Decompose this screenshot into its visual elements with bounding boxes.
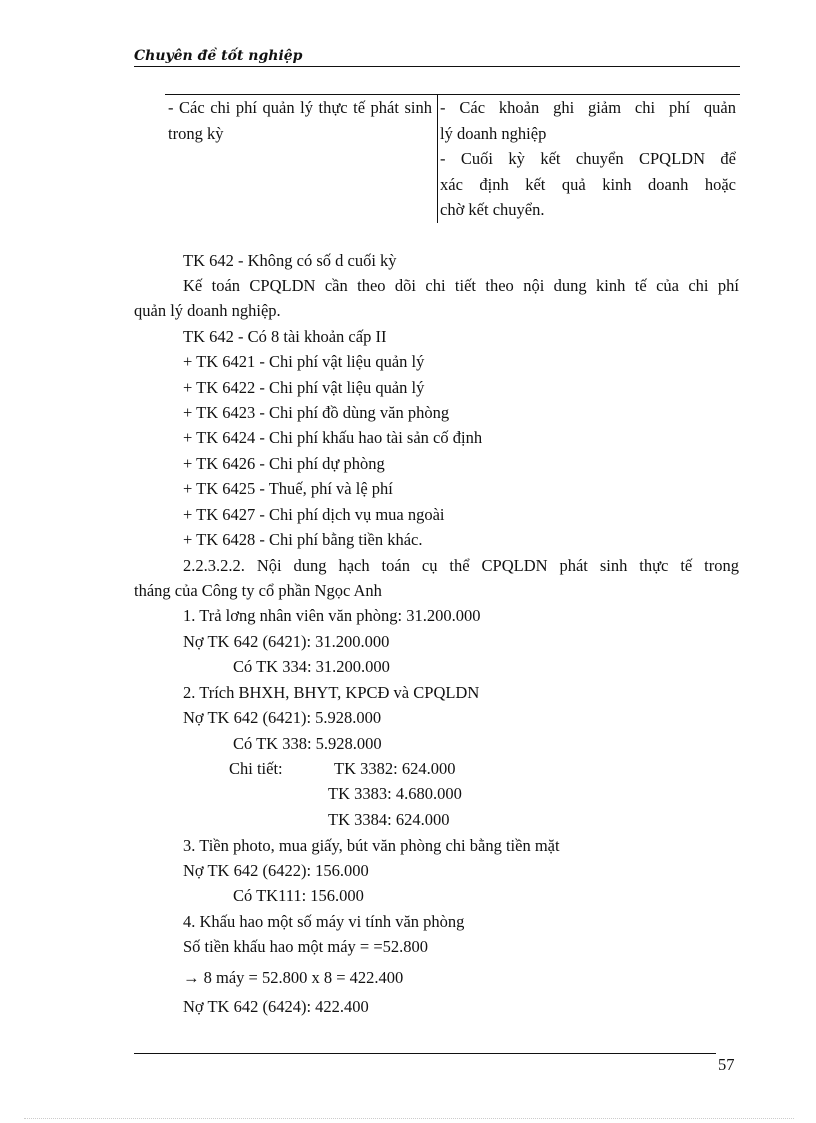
page-bottom-edge [24,1118,794,1119]
entry-line: TK 3382: 624.000 [334,759,456,778]
footer-rule [134,1053,716,1054]
section-heading: 2.2.3.2.2. Nội dung hạch toán cụ thể CPQLDN phát sinh thực tế trong [183,556,739,575]
table-right-cell [440,95,736,223]
table-right-line: - Cuối kỳ kết chuyển CPQLDN để [440,149,736,168]
entry-line: TK 3383: 4.680.000 [328,784,462,803]
entry-line: Nợ TK 642 (6424): 422.400 [183,997,369,1016]
paragraph-line: quản lý doanh nghiệp. [134,301,281,320]
paragraph-line: TK 642 - Có 8 tài khoản cấp II [183,327,387,346]
paragraph-line: Kế toán CPQLDN cần theo dõi chi tiết theo nội dung kinh tế của chi phí [183,276,739,295]
paragraph-line: TK 642 - Không có số d cuối kỳ [183,251,397,270]
paragraph-line: tháng của Công ty cổ phần Ngọc Anh [134,581,382,600]
table-right-line: lý doanh nghiệp [440,123,547,143]
entry-line: 1. Trả lơng nhân viên văn phòng: 31.200.000 [183,606,481,625]
table-column-divider [437,95,438,223]
entry-line: 3. Tiền photo, mua giấy, bút văn phòng chi bằng tiền mặt [183,836,560,855]
header-rule [134,66,740,67]
account-list-item: + TK 6428 - Chi phí bằng tiền khác. [183,530,423,549]
page-number: 57 [718,1055,735,1074]
entry-line: Nợ TK 642 (6421): 5.928.000 [183,708,382,727]
document-header-title: Chuyên đề tốt nghiệp [134,48,303,64]
account-list-item: + TK 6427 - Chi phí dịch vụ mua ngoài [183,505,445,524]
table-left-cell: - Các chi phí quản lý thực tế phát sinh trong kỳ [168,98,432,143]
entry-line: → 8 máy = 52.800 x 8 = 422.400 [183,968,404,987]
table-right-line: xác định kết quả kinh doanh hoặc [440,174,736,194]
entry-line: TK 3384: 624.000 [328,810,450,829]
entry-line: 4. Khấu hao một số máy vi tính văn phòng [183,912,465,931]
entry-line: 2. Trích BHXH, BHYT, KPCĐ và CPQLDN [183,683,480,702]
account-list-item: + TK 6423 - Chi phí đồ dùng văn phòng [183,403,450,422]
entry-line: Nợ TK 642 (6422): 156.000 [183,861,369,880]
entry-line: Chi tiết: [229,759,283,778]
account-list-item: + TK 6422 - Chi phí vật liệu quản lý [183,378,425,397]
account-list-item: + TK 6421 - Chi phí vật liệu quản lý [183,352,425,371]
account-list-item: + TK 6424 - Chi phí khấu hao tài sản cố định [183,428,483,447]
table-right-line: chờ kết chuyển. [440,200,545,219]
entry-line: Có TK 338: 5.928.000 [233,734,382,753]
entry-line: Có TK 334: 31.200.000 [233,657,390,676]
entry-line: Số tiền khấu hao một máy = =52.800 [183,937,429,956]
account-list-item: + TK 6426 - Chi phí dự phòng [183,454,385,473]
account-list-item: + TK 6425 - Thuế, phí và lệ phí [183,479,393,498]
table-right-line: - Các khoản ghi giảm chi phí quản [440,98,736,117]
entry-line: Nợ TK 642 (6421): 31.200.000 [183,632,390,651]
entry-line: Có TK111: 156.000 [233,886,364,905]
